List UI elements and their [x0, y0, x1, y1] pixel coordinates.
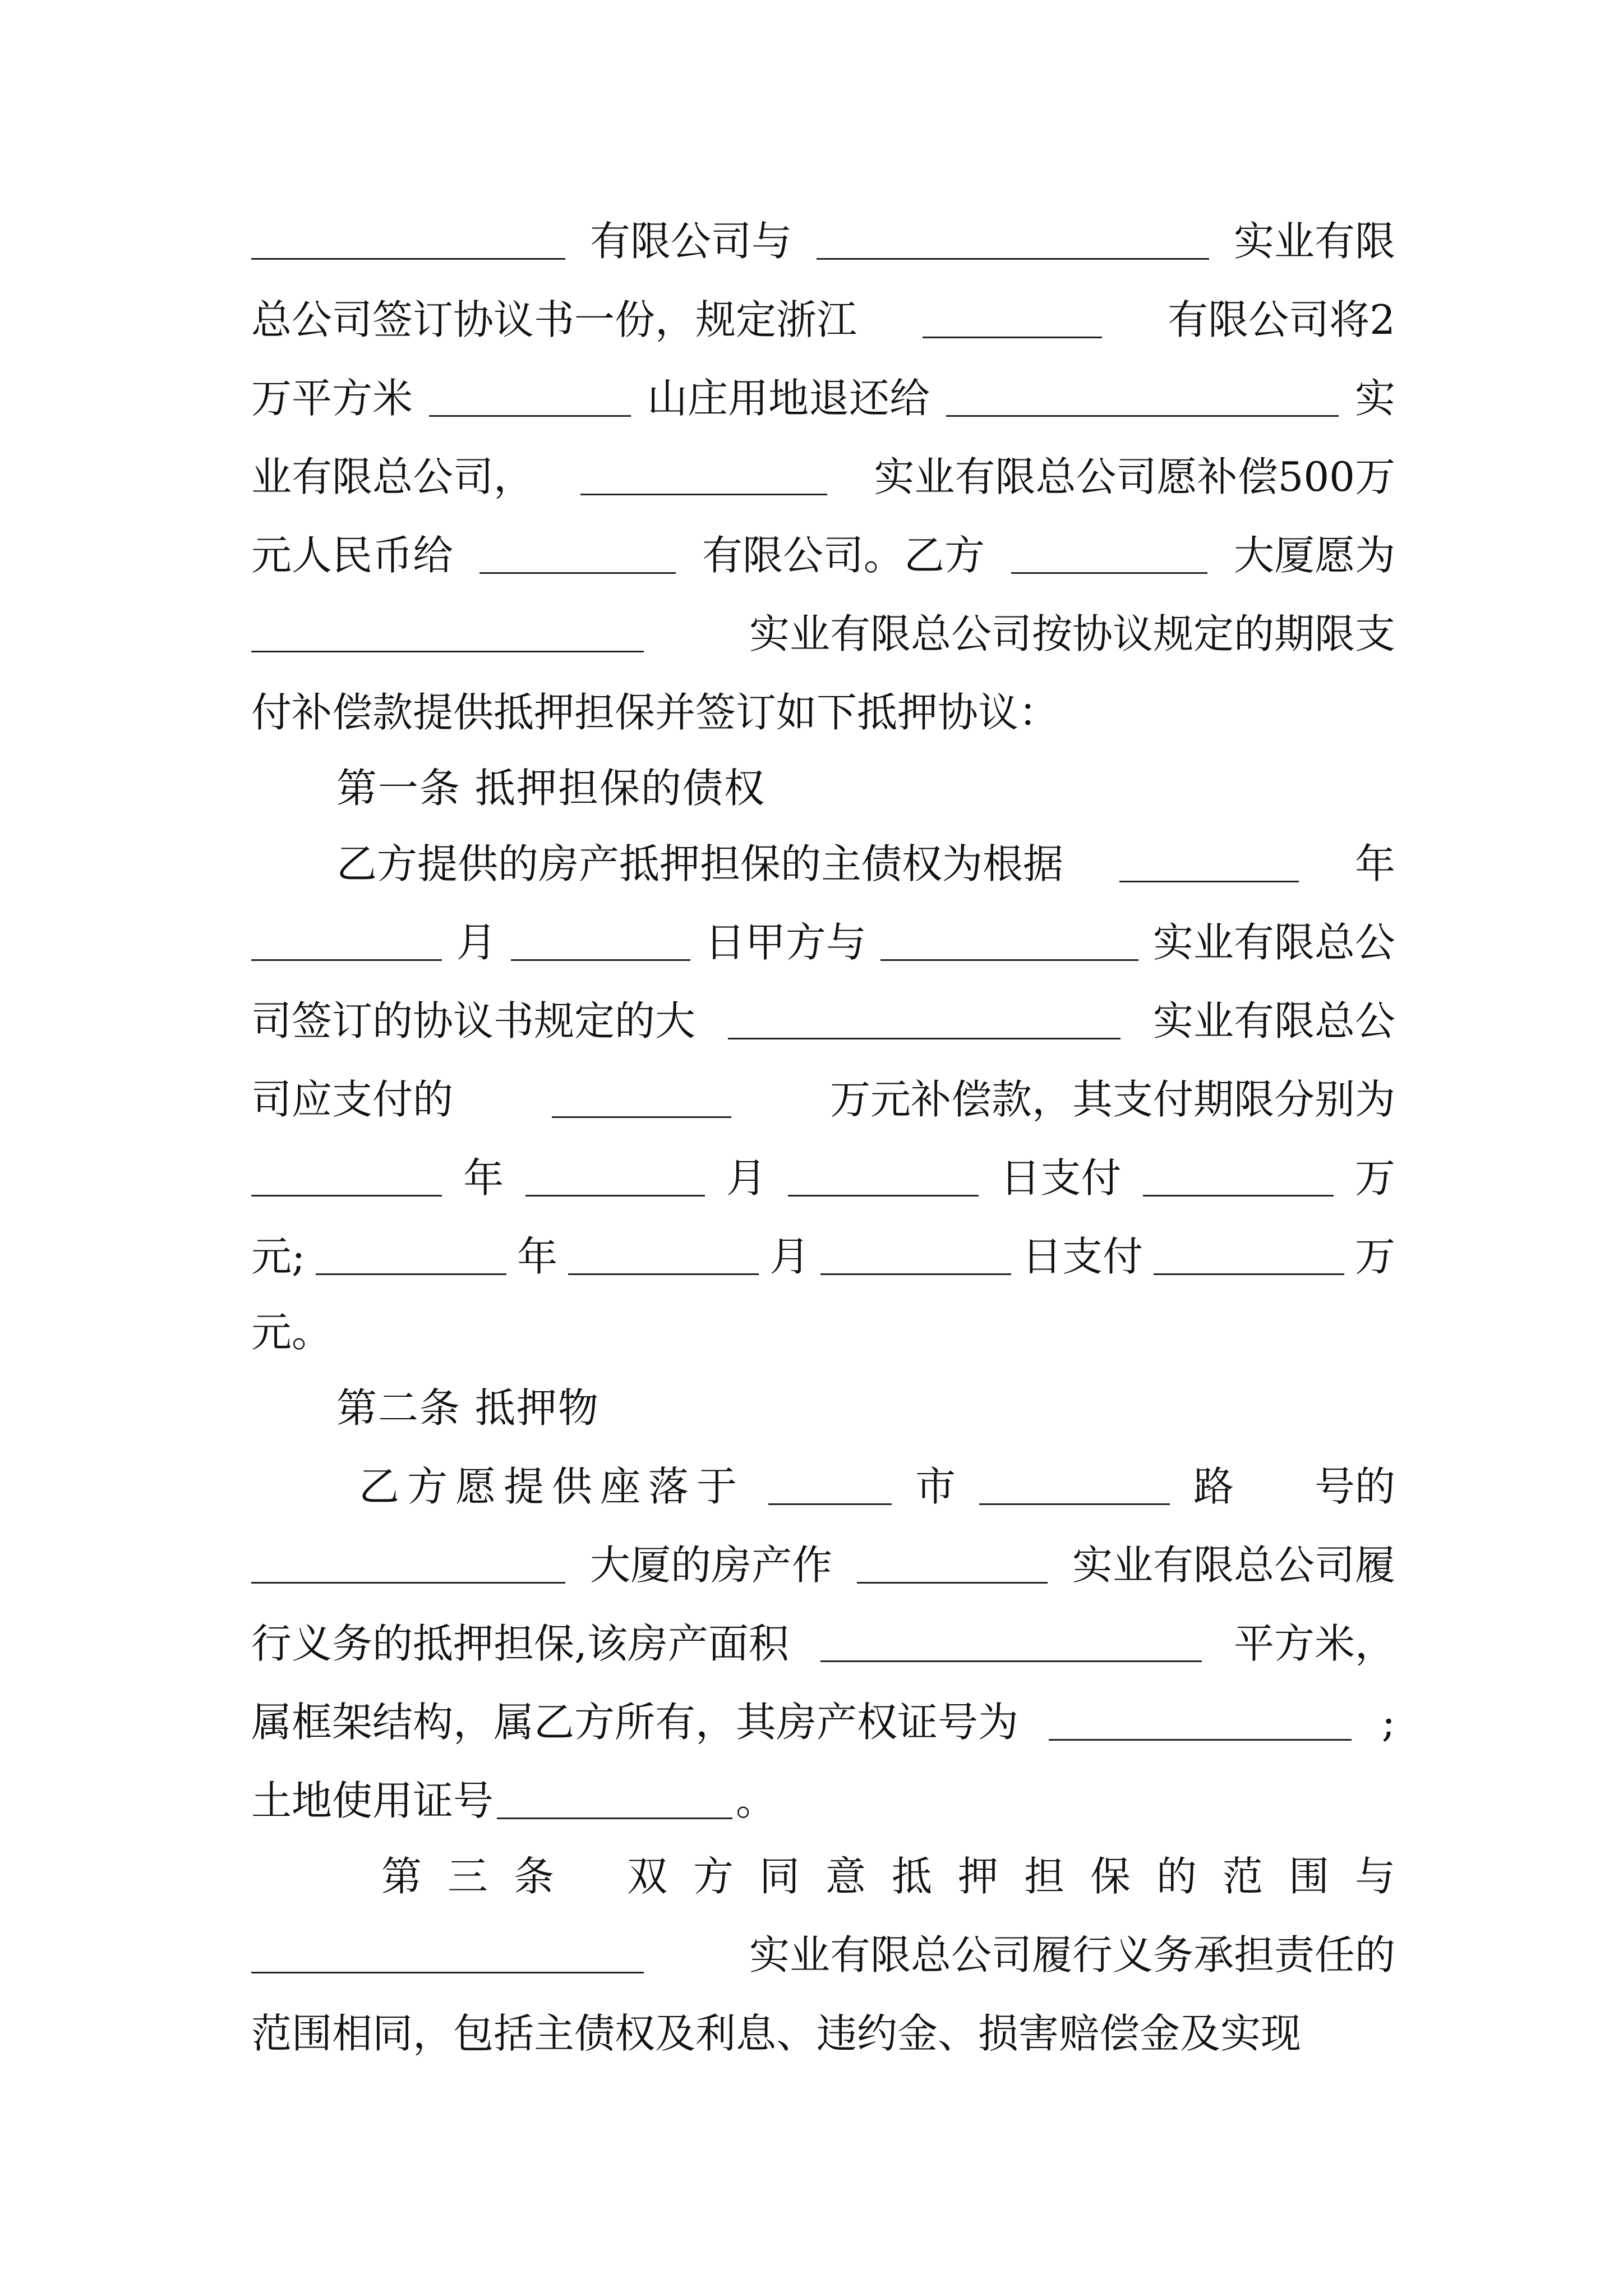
text-fragment: 实业有限总公司按协议规定的期限支 — [749, 610, 1395, 657]
text-fragment: 有限公司与 — [589, 218, 792, 265]
text-fragment: 大厦愿为 — [1233, 532, 1395, 579]
fill-blank[interactable] — [768, 1469, 892, 1505]
fill-blank[interactable] — [251, 616, 644, 652]
text-fragment: ; — [1381, 1699, 1395, 1746]
text-fragment: 实业有限总公司愿补偿500万 — [874, 453, 1395, 500]
text-fragment: 元。 — [251, 1309, 333, 1356]
fill-blank[interactable] — [1154, 1239, 1344, 1275]
text-line-9 — [336, 830, 1395, 898]
text-line-12 — [251, 1066, 1395, 1133]
text-fragment: 乙方愿提供座落于 — [359, 1463, 745, 1510]
text-fragment: 付补偿款提供抵押担保并签订如下抵押协议： — [251, 689, 1059, 736]
text-line-11 — [251, 987, 1395, 1055]
text-fragment: 业有限总公司， — [251, 453, 534, 500]
fill-blank[interactable] — [857, 1547, 1048, 1584]
fill-blank[interactable] — [251, 924, 442, 961]
text-fragment: 万平方米 — [251, 375, 413, 422]
text-fragment: 日甲方与 — [704, 919, 866, 966]
text-fragment: 月 — [456, 919, 497, 966]
text-fragment: 年 — [517, 1233, 558, 1280]
text-fragment: 元人民币给 — [251, 532, 454, 579]
text-fragment: 号的 — [1314, 1463, 1395, 1510]
text-fragment: 万 — [1354, 1233, 1395, 1280]
text-line-18 — [251, 1531, 1395, 1599]
text-fragment: 万元补偿款，其支付期限分别为 — [829, 1076, 1395, 1123]
fill-blank[interactable] — [251, 1547, 565, 1584]
fill-blank[interactable] — [923, 302, 1102, 338]
fill-blank[interactable] — [429, 380, 631, 417]
text-line-24 — [251, 2000, 1395, 2067]
fill-blank[interactable] — [251, 1160, 442, 1197]
text-fragment: 月 — [726, 1154, 767, 1202]
text-line-15 — [251, 1299, 1395, 1366]
text-fragment: 大厦的房产作 — [589, 1542, 832, 1589]
text-line-3 — [251, 365, 1395, 432]
fill-blank[interactable] — [580, 459, 827, 495]
text-fragment: 万 — [1354, 1154, 1395, 1202]
fill-blank[interactable] — [511, 924, 690, 961]
fill-blank[interactable] — [316, 1239, 506, 1275]
fill-blank[interactable] — [251, 223, 565, 260]
heading-text: 第二条 抵押物 — [336, 1384, 600, 1432]
text-fragment: 司签订的协议书规定的大 — [251, 997, 696, 1045]
text-line-7 — [251, 679, 1395, 746]
fill-blank[interactable] — [880, 924, 1138, 961]
text-fragment: 市 — [915, 1463, 956, 1510]
fill-blank[interactable] — [1143, 1160, 1334, 1197]
text-line-6 — [251, 600, 1395, 668]
text-fragment: 实业有限总公司履 — [1072, 1542, 1395, 1589]
text-fragment: 日支付 — [1000, 1154, 1122, 1202]
fill-blank[interactable] — [525, 1160, 705, 1197]
text-fragment: 属框架结构，属乙方所有，其房产权证号为 — [251, 1699, 1019, 1746]
text-line-13 — [251, 1144, 1395, 1212]
text-line-20 — [251, 1688, 1395, 1756]
fill-blank[interactable] — [820, 1626, 1202, 1662]
fill-blank[interactable] — [788, 1160, 979, 1197]
heading-text: 第一条 抵押担保的债权 — [336, 765, 766, 812]
fill-blank[interactable] — [1119, 846, 1299, 882]
fill-blank[interactable] — [552, 1082, 731, 1118]
fill-blank[interactable] — [251, 1937, 644, 1973]
text-fragment: 。 — [736, 1777, 777, 1824]
text-fragment: 乙方提供的房产抵押担保的主债权为根据 — [336, 840, 1064, 887]
text-fragment: 年 — [1354, 840, 1395, 887]
text-fragment: 路 — [1193, 1463, 1234, 1510]
text-fragment: 行义务的抵押担保,该房产面积 — [251, 1620, 789, 1667]
text-fragment: 总公司签订协议书一份，规定浙江 — [251, 296, 857, 343]
fill-blank[interactable] — [728, 1003, 1121, 1039]
text-line-17 — [359, 1453, 1395, 1520]
text-fragment: 范围相同，包括主债权及利息、违约金、损害赔偿金及实现 — [251, 2010, 1302, 2057]
text-fragment: 山庄用地退还给 — [647, 375, 930, 422]
fill-blank[interactable] — [479, 537, 676, 574]
text-fragment: 有限公司。乙方 — [702, 532, 985, 579]
text-fragment: 实业有限总公 — [1152, 997, 1395, 1045]
section-heading-3 — [381, 1843, 1421, 1910]
text-fragment: 土地使用证号 — [251, 1777, 494, 1824]
text-fragment: 实业有限总公 — [1152, 919, 1395, 966]
text-line-23 — [251, 1921, 1395, 1989]
text-fragment: 双方同意抵押担保的范围与 — [626, 1853, 1421, 1900]
text-fragment: 实 — [1354, 375, 1395, 422]
fill-blank[interactable] — [497, 1783, 732, 1819]
text-fragment: 平方米， — [1233, 1620, 1395, 1667]
text-fragment: 日支付 — [1022, 1233, 1144, 1280]
fill-blank[interactable] — [946, 380, 1339, 417]
text-fragment: 司应支付的 — [251, 1076, 454, 1123]
fill-blank[interactable] — [568, 1239, 759, 1275]
text-line-21 — [251, 1767, 1395, 1834]
text-fragment: 元; — [251, 1233, 306, 1280]
text-fragment: 有限公司将2 — [1168, 296, 1395, 343]
fill-blank[interactable] — [1011, 537, 1207, 574]
fill-blank[interactable] — [820, 1239, 1011, 1275]
fill-blank[interactable] — [817, 223, 1209, 260]
text-fragment: 年 — [463, 1154, 504, 1202]
text-line-2 — [251, 286, 1395, 353]
text-fragment: 月 — [769, 1233, 810, 1280]
text-line-14 — [251, 1223, 1395, 1290]
text-line-4 — [251, 443, 1395, 510]
text-line-10 — [251, 909, 1395, 976]
section-heading-2 — [336, 1374, 1395, 1442]
section-heading-1 — [336, 754, 1395, 822]
text-fragment: 实业有限总公司履行义务承担责任的 — [749, 1931, 1395, 1978]
heading-text: 第三条 — [381, 1853, 580, 1900]
fill-blank[interactable] — [1049, 1704, 1352, 1741]
text-line-1 — [251, 208, 1395, 275]
fill-blank[interactable] — [979, 1469, 1170, 1505]
text-line-19 — [251, 1610, 1395, 1677]
text-fragment: 实业有限 — [1233, 218, 1395, 265]
fill-blank[interactable] — [1257, 1469, 1291, 1504]
text-line-5 — [251, 522, 1395, 589]
